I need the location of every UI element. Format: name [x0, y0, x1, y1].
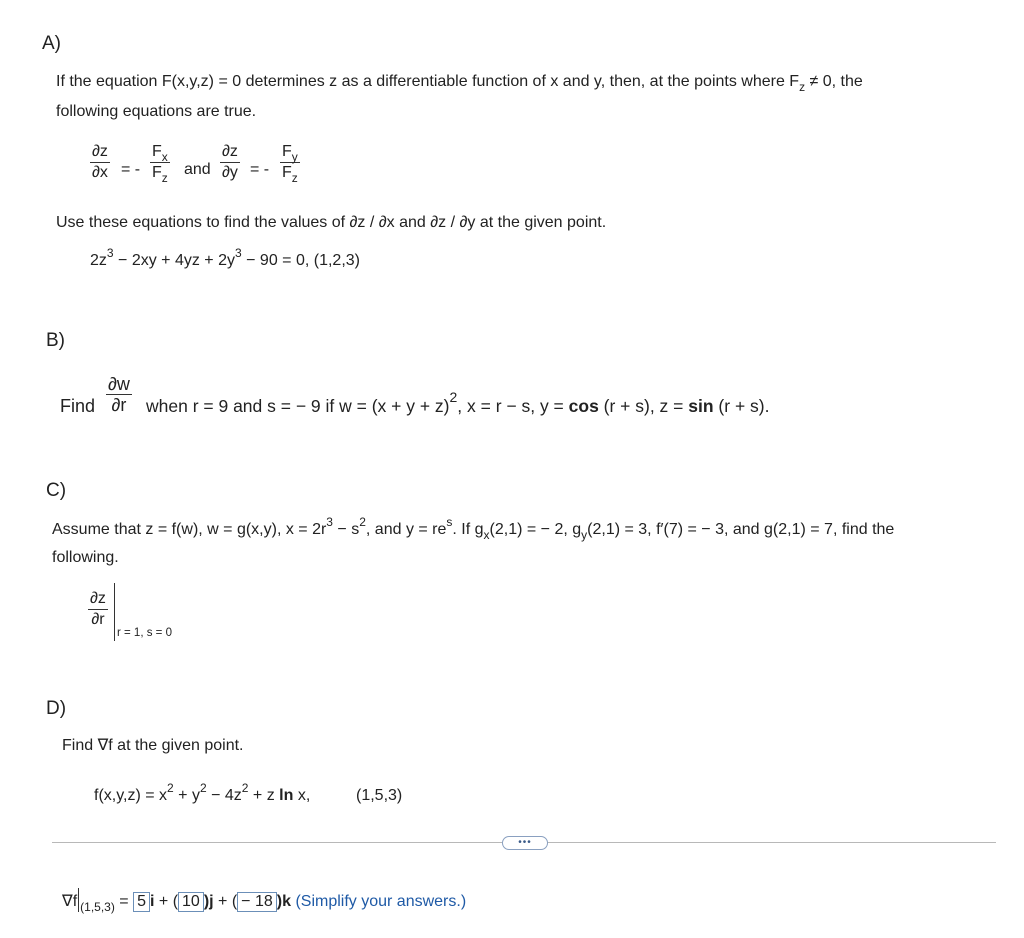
section-a-label: A) [42, 33, 61, 54]
frac-fy-fz: $F_y$ $F_z$ [282, 143, 298, 185]
frac-dz-dy: ∂z ∂y [222, 143, 238, 181]
section-d-point: (1,5,3) [356, 787, 403, 804]
answer-row: ∇f $_{(1,5,3)}$ = 5 i + ( 10 )j + ( − 18 )k (Simplify your answers.) [62, 888, 466, 912]
answer-equals: = [119, 893, 129, 910]
unit-i: i [150, 893, 155, 910]
answer-eval-point: (1,5,3) [80, 900, 115, 914]
unit-j: )j [203, 893, 214, 910]
answer-k-input[interactable]: − 18 [237, 892, 277, 912]
section-a-equation: $2z^3 - 2xy + 4yz + 2y^3 - 90 = 0$, (1,2,3) [90, 246, 360, 269]
and-text: and [184, 161, 211, 178]
section-d-prompt: Find ∇f at the given point. [62, 737, 244, 754]
frac-dw-dr: ∂w ∂r [108, 374, 130, 415]
find-text: Find [60, 396, 96, 416]
section-a-intro-line1: If the equation F(x,y,z) = 0 determines z as a differentiable function of x and y, then, at the points where $F_z \ne 0$, the [56, 73, 863, 94]
section-a-instruction: Use these equations to find the values of ∂z / ∂x and ∂z / ∂y at the given point. [56, 214, 607, 231]
section-b-label: B) [46, 330, 65, 351]
frac-dz-dx: ∂z ∂x [92, 143, 108, 181]
nabla-f: ∇f [62, 893, 78, 910]
section-b-text: when r = 9 and s = − 9 if $w = (x + y + z)^2$, x = r − s, y = cos (r + s), z = sin (r + s). [146, 389, 770, 416]
section-c-line2: following. [52, 549, 119, 566]
evaluation-point: r = 1, s = 0 [117, 627, 172, 639]
evaluation-bar [114, 583, 115, 641]
frac-dz-dr: ∂z ∂r [90, 590, 106, 628]
more-options-button[interactable]: ••• [502, 836, 548, 850]
section-c-label: C) [46, 480, 67, 501]
section-c-line1: Assume that z = f(w), w = g(x,y), $x = 2r^3 - s^2$, and $y = re^s$. If $g_x(2,1)$ = − 2, $g_y(2,1) = 3$, f′(7) = − 3, and g(2,1) = 7, find the [52, 515, 895, 542]
unit-k: )k [276, 893, 291, 910]
simplify-note: (Simplify your answers.) [295, 893, 467, 910]
frac-fx-fz: $F_x$ $F_z$ [152, 143, 168, 185]
section-a-intro-line2: following equations are true. [56, 103, 257, 120]
answer-j-input[interactable]: 10 [178, 892, 204, 912]
equals-minus-2: = - [250, 161, 270, 178]
section-d-function: $f(x,y,z) = x^2 + y^2 - 4z^2 + z$ ln x, [94, 781, 311, 804]
section-d-label: D) [46, 698, 67, 719]
equals-minus-1: = - [121, 161, 141, 178]
answer-i-input[interactable]: 5 [133, 892, 150, 912]
